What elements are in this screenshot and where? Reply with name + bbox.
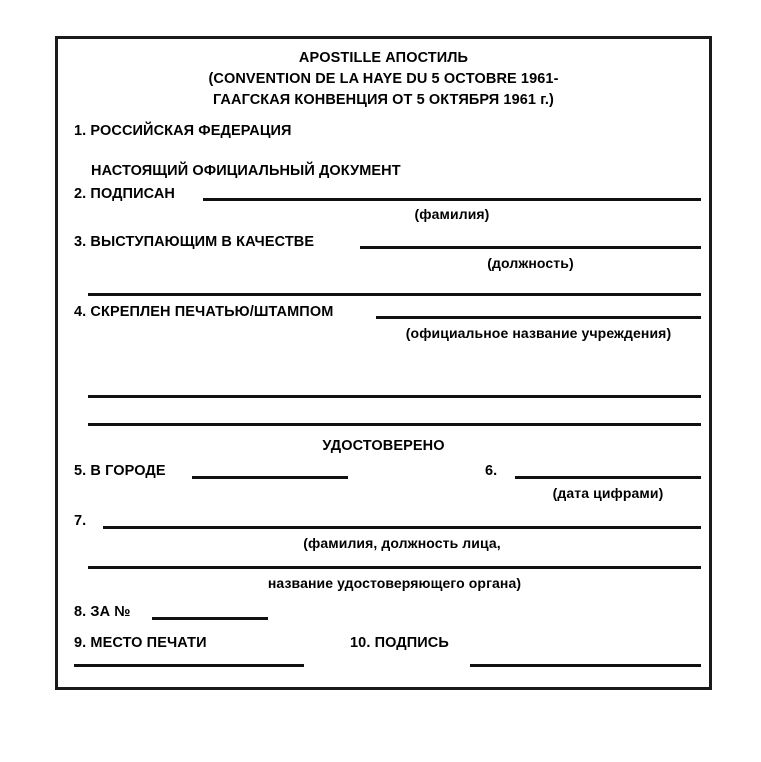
field-5-city-input-line[interactable] <box>192 476 348 479</box>
field-9-seal-place-input-line[interactable] <box>74 664 304 667</box>
field-7-authority-input-line-2[interactable] <box>88 566 701 569</box>
apostille-certificate-frame <box>55 36 712 690</box>
field-4-overflow-input-line-2[interactable] <box>88 423 701 426</box>
field-3-capacity-label: 3. ВЫСТУПАЮЩИМ В КАЧЕСТВЕ <box>74 234 315 250</box>
field-7-authority-label: 7. <box>74 513 87 529</box>
field-1-country-label: 1. РОССИЙСКАЯ ФЕДЕРАЦИЯ <box>74 123 292 139</box>
field-4-seal-label: 4. СКРЕПЛЕН ПЕЧАТЬЮ/ШТАМПОМ <box>74 304 334 320</box>
field-2-surname-caption: (фамилия) <box>414 206 490 222</box>
field-7-caption-line-2: название удостоверяющего органа) <box>267 575 522 591</box>
apostille-title: APOSTILLE АПОСТИЛЬ <box>298 50 469 66</box>
field-9-seal-place-label: 9. МЕСТО ПЕЧАТИ <box>74 635 207 651</box>
field-3-overflow-input-line[interactable] <box>88 293 701 296</box>
field-7-authority-input-line-1[interactable] <box>103 526 701 529</box>
certified-heading: УДОСТОВЕРЕНО <box>322 438 445 454</box>
field-3-position-caption: (должность) <box>487 255 574 271</box>
field-2-signed-input-line[interactable] <box>203 198 701 201</box>
field-10-signature-input-line[interactable] <box>470 664 701 667</box>
field-2-signed-label: 2. ПОДПИСАН <box>74 186 175 202</box>
convention-subtitle-line-1: (CONVENTION DE LA HAYE DU 5 OCTOBRE 1961- <box>208 71 559 87</box>
field-8-number-label: 8. ЗА № <box>74 604 131 620</box>
field-4-seal-input-line[interactable] <box>376 316 701 319</box>
field-3-capacity-input-line[interactable] <box>360 246 701 249</box>
field-8-number-input-line[interactable] <box>152 617 268 620</box>
convention-subtitle-line-2: ГААГСКАЯ КОНВЕНЦИЯ ОТ 5 ОКТЯБРЯ 1961 г.) <box>213 92 554 108</box>
field-4-institution-caption: (официальное название учреждения) <box>405 325 672 341</box>
field-7-caption-line-1: (фамилия, должность лица, <box>303 535 501 551</box>
field-6-date-input-line[interactable] <box>515 476 701 479</box>
field-6-date-numeric-caption: (дата цифрами) <box>552 485 664 501</box>
field-4-overflow-input-line-1[interactable] <box>88 395 701 398</box>
field-6-date-label: 6. <box>485 463 498 479</box>
official-document-intro-label: НАСТОЯЩИЙ ОФИЦИАЛЬНЫЙ ДОКУМЕНТ <box>91 163 401 179</box>
field-10-signature-label: 10. ПОДПИСЬ <box>350 635 449 651</box>
field-5-city-label: 5. В ГОРОДЕ <box>74 463 166 479</box>
